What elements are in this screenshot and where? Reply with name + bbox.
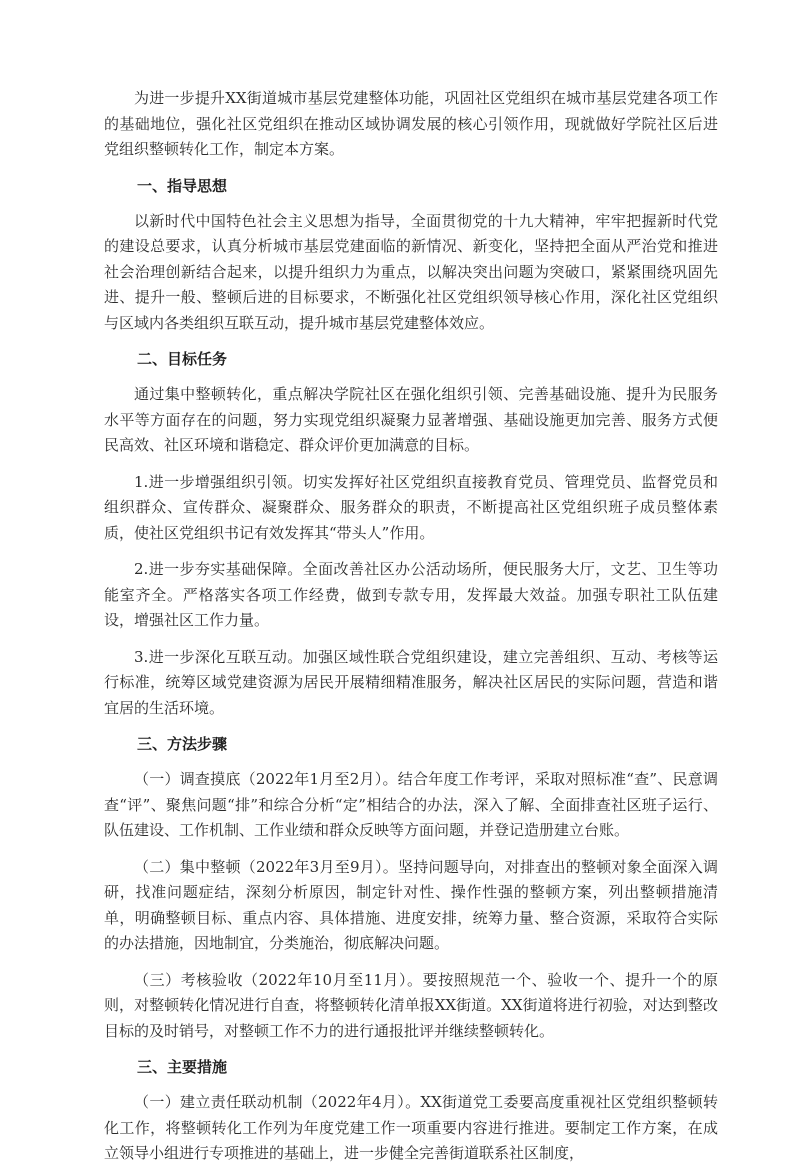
section-heading-guiding-ideology: 一、指导思想 [137,176,228,195]
method-step-1: （一）调查摸底（2022年1月至2月）。结合年度工作考评，采取对照标准“查”、民意调查“评”、聚焦问题“排”和综合分析“定”相结合的办法，深入了解、全面排查社区班子运行、队伍建设、工作机制、工作业绩和群众反映等方面问题，并登记造册建立台账。 [104,770,718,839]
section-heading-methods: 三、方法步骤 [137,735,228,753]
document-page [104,86,718,1167]
intro-paragraph: 为进一步提升XX街道城市基层党建整体功能，巩固社区党组织在城市基层党建各项工作的基础地位，强化社区党组织在推动区域协调发展的核心引领作用，现就做好学院社区后进党组织整顿转化工作，制定本方案。 [104,89,718,158]
goals-paragraph: 通过集中整顿转化，重点解决学院社区在强化组织引领、完善基础设施、提升为民服务水平等方面存在的问题，努力实现党组织凝聚力显著增强、基础设施更加完善、服务方式便民高效、社区环境和谐稳定、群众评价更加满意的目标。 [104,385,718,454]
section-heading-goals: 二、目标任务 [137,350,228,368]
goal-item-3: 3.进一步深化互联互动。加强区域性联合党组织建设，建立完善组织、互动、考核等运行标准，统筹区域党建资源为居民开展精细精准服务，解决社区居民的实际问题，营造和谐宜居的生活环境。 [104,647,718,717]
guiding-ideology-paragraph: 以新时代中国特色社会主义思想为指导，全面贯彻党的十九大精神，牢牢把握新时代党的建设总要求，认真分析城市基层党建面临的新情况、新变化，坚持把全面从严治党和推进社会治理创新结合起来，以提升组织力为重点，以解决突出问题为突破口，紧紧围绕巩固先进、提升一般、整顿后进的目标要求，不断强化社区党组织领导核心作用，深化社区党组织与区域内各类组织互联互动，提升城市基层党建整体效应。 [104,211,718,332]
method-step-3: （三）考核验收（2022年10月至11月）。要按照规范一个、验收一个、提升一个的原则，对整顿转化情况进行自查，将整顿转化清单报XX街道。XX街道将进行初验，对达到整改目标的及时销号，对整顿工作不力的进行通报批评并继续整顿转化。 [104,970,718,1040]
method-step-2: （二）集中整顿（2022年3月至9月）。坚持问题导向，对排查出的整顿对象全面深入调研，找准问题症结，深刻分析原因，制定针对性、操作性强的整顿方案，列出整顿措施清单，明确整顿目标、重点内容、具体措施、进度安排，统筹力量、整合资源，采取符合实际的办法措施，因地制宜，分类施治，彻底解决问题。 [104,857,718,952]
section-heading-measures: 三、主要措施 [137,1058,228,1076]
measure-1: （一）建立责任联动机制（2022年4月）。XX街道党工委要高度重视社区党组织整顿转化工作，将整顿转化工作列为年度党建工作一项重要内容进行推进。要制定工作方案，在成立领导小组进行专项推进的基础上，进一步健全完善街道联系社区制度， [104,1093,718,1162]
goal-item-2: 2.进一步夯实基础保障。全面改善社区办公活动场所，便民服务大厅，文艺、卫生等功能室齐全。严格落实各项工作经费，做到专款专用，发挥最大效益。加强专职社工队伍建设，增强社区工作力量。 [104,560,718,629]
goal-item-1: 1.进一步增强组织引领。切实发挥好社区党组织直接教育党员、管理党员、监督党员和组织群众、宣传群众、凝聚群众、服务群众的职责，不断提高社区党组织班子成员整体素质，使社区党组织书记有效发挥其“带头人”作用。 [104,472,718,542]
